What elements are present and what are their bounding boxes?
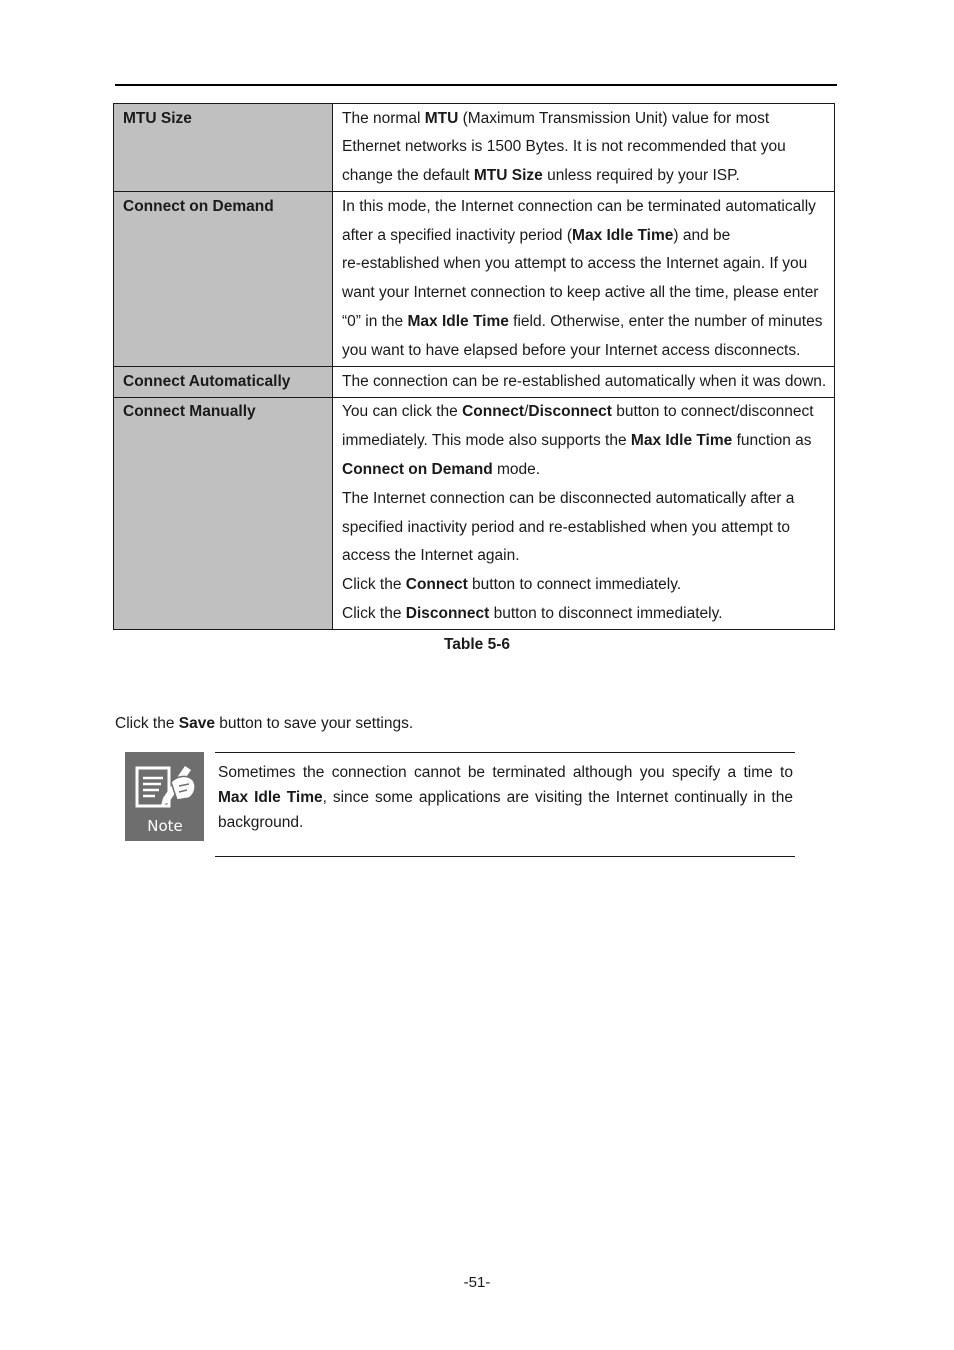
description-line: The connection can be re-established automatically when it was down. [342, 372, 827, 390]
table-row [114, 192, 835, 367]
description-line: Click the Disconnect button to disconnect immediately. [342, 605, 723, 623]
parameter-name: Connect Automatically [114, 367, 333, 398]
parameter-name: MTU Size [114, 104, 333, 192]
save-instruction: Click the Save button to save your settings. [115, 715, 414, 732]
parameter-table [113, 103, 835, 630]
note-bottom-rule [215, 856, 795, 857]
description-line: after a specified inactivity period (Max Idle Time) and be [342, 226, 731, 244]
page-number: -51- [463, 1274, 491, 1291]
description-line: change the default MTU Size unless required by your ISP. [342, 167, 740, 185]
description-line: The Internet connection can be disconnected automatically after a [342, 489, 795, 507]
parameter-description [333, 104, 835, 192]
description-line: “0” in the Max Idle Time field. Otherwise, enter the number of minutes [342, 313, 823, 331]
table-row [114, 397, 835, 629]
description-line: re-established when you attempt to access the Internet again. If you [342, 255, 808, 273]
parameter-description [333, 397, 835, 629]
parameter-description [333, 367, 835, 398]
note-top-rule [215, 752, 795, 753]
description-line: specified inactivity period and re-established when you attempt to [342, 518, 791, 536]
description-line: want your Internet connection to keep active all the time, please enter [342, 284, 819, 302]
note-icon-label: Note [147, 817, 183, 835]
note-text: Sometimes the connection cannot be terminated although you specify a time to Max Idle Time, since some applications are visiting the Internet continually in the background. [218, 764, 793, 831]
description-line: access the Internet again. [342, 547, 520, 565]
description-line: The normal MTU (Maximum Transmission Unit) value for most [342, 109, 770, 127]
table-caption: Table 5-6 [443, 636, 511, 653]
description-line: Ethernet networks is 1500 Bytes. It is not recommended that you [342, 138, 786, 156]
table-row [114, 104, 835, 192]
parameter-name: Connect on Demand [114, 192, 333, 367]
description-line: Connect on Demand mode. [342, 461, 541, 479]
table-row [114, 367, 835, 398]
description-line: In this mode, the Internet connection can be terminated automatically [342, 197, 816, 215]
description-line: Click the Connect button to connect immediately. [342, 576, 682, 594]
description-line: you want to have elapsed before your Internet access disconnects. [342, 341, 801, 359]
parameter-name: Connect Manually [114, 397, 333, 629]
description-line: immediately. This mode also supports the Max Idle Time function as [342, 432, 812, 450]
header-rule [115, 84, 837, 86]
note-icon [125, 752, 204, 841]
parameter-description [333, 192, 835, 367]
description-line: You can click the Connect/Disconnect button to connect/disconnect [342, 403, 814, 421]
